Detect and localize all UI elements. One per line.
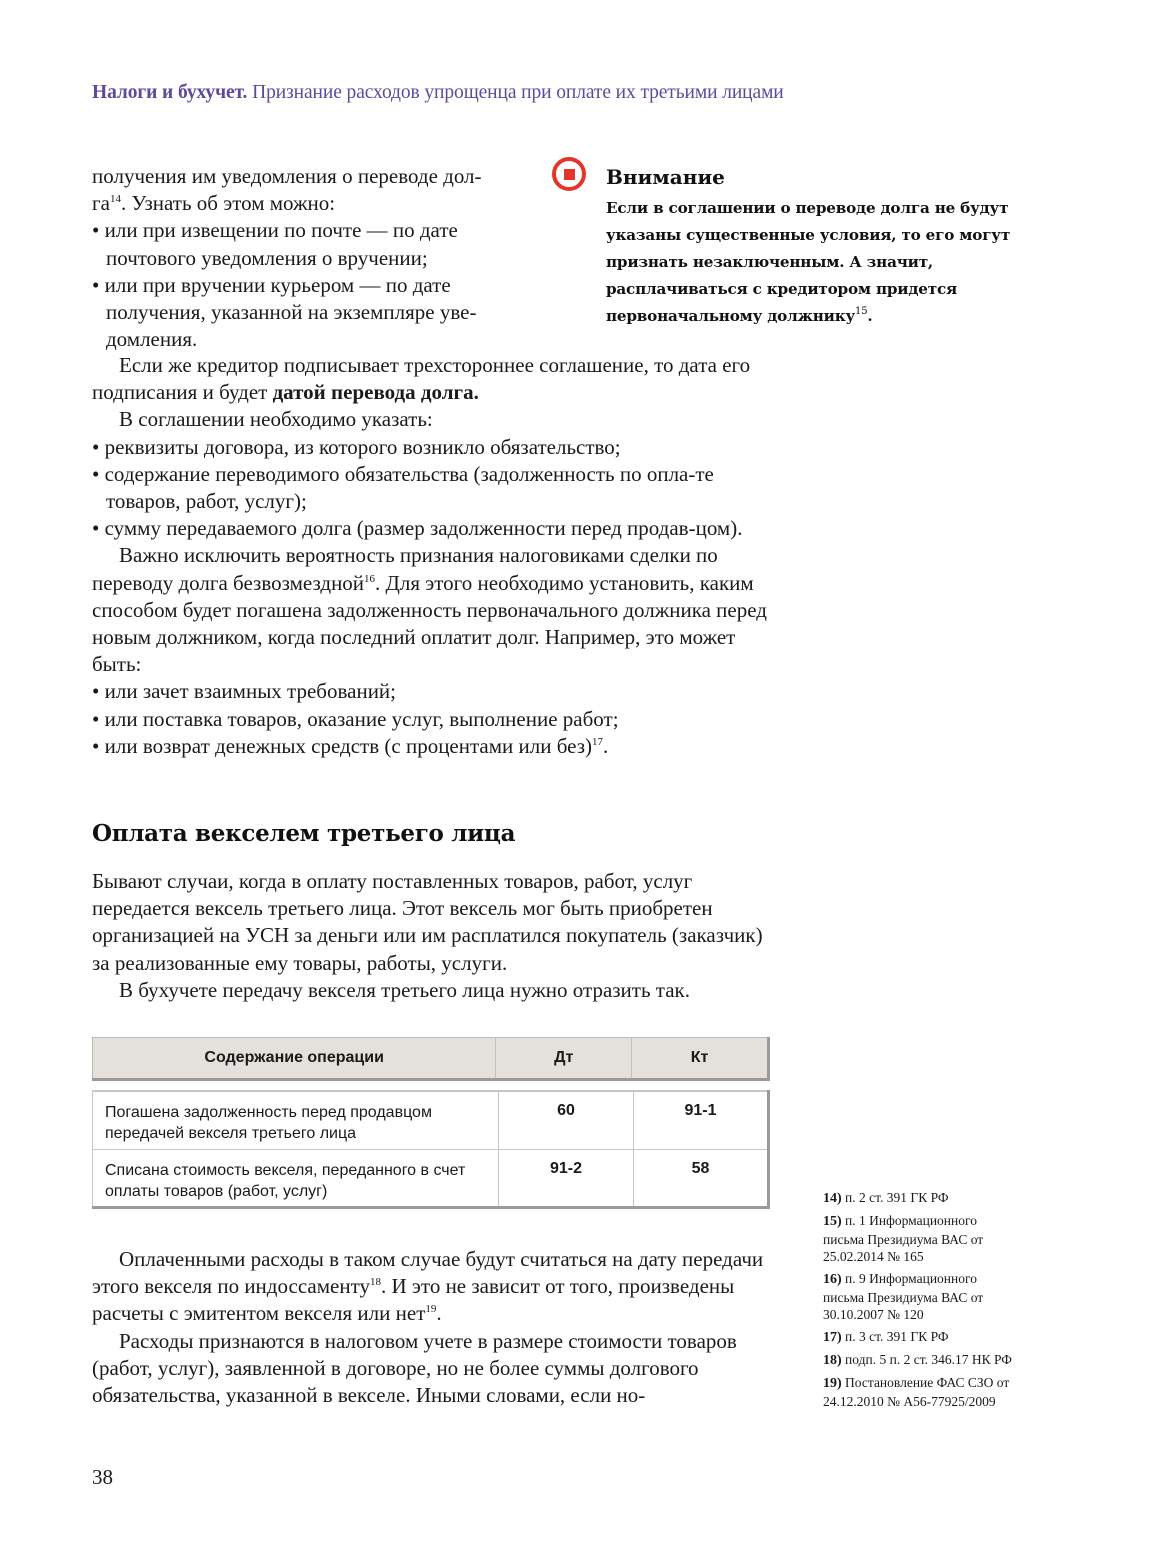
footnote-text: Постановление ФАС СЗО от 24.12.2010 № А56-77925/2009 bbox=[823, 1375, 1010, 1409]
text: . bbox=[603, 733, 609, 758]
list-item bbox=[92, 733, 770, 760]
debit-cell: 60 bbox=[499, 1091, 634, 1149]
footnote-text: подп. 5 п. 2 ст. 346.17 НК РФ bbox=[845, 1352, 1012, 1367]
text: Важно исключить вероятность признания налоговиками сделки по переводу долга безвозмездной bbox=[92, 543, 718, 595]
table-header bbox=[92, 1037, 770, 1081]
footnote-ref[interactable]: 17 bbox=[592, 735, 603, 748]
footnote-text: п. 1 Информационного письма Президиума ВАС от 25.02.2014 № 165 bbox=[823, 1213, 984, 1264]
paragraph bbox=[92, 163, 517, 217]
page-number: 38 bbox=[92, 1465, 113, 1489]
table-row bbox=[93, 1091, 769, 1149]
footnote bbox=[823, 1328, 1063, 1347]
footnote-text: п. 3 ст. 391 ГК РФ bbox=[845, 1329, 949, 1344]
paragraph: В соглашении необходимо указать: bbox=[119, 407, 433, 432]
running-head-section: Налоги и бухучет. bbox=[92, 82, 248, 103]
paragraph bbox=[92, 1246, 770, 1328]
footnote-number: 16) bbox=[823, 1272, 842, 1287]
text: . Узнать об этом можно: bbox=[120, 191, 336, 216]
body-text-3 bbox=[92, 1246, 770, 1409]
body-text-2 bbox=[92, 868, 770, 1004]
text: Если в соглашении о переводе долга не будут указаны существенные условия, то его могут признать незаключенным. А значит, расплачиваться с кредитором придется первоначальному должнику bbox=[606, 199, 1011, 325]
attention-text bbox=[606, 195, 1046, 330]
footnote-ref[interactable]: 14 bbox=[109, 193, 121, 206]
list-item: • или зачет взаимных требований; bbox=[92, 678, 770, 705]
footnote bbox=[823, 1212, 1013, 1266]
footnotes bbox=[823, 1189, 1063, 1415]
text: . bbox=[867, 307, 873, 325]
text: получения им уведомления о переводе дол- bbox=[92, 164, 482, 188]
text: . Для этого необходимо установить, каким способом будет погашена задолженность первоначального должника перед новым должником, когда последний оплатит долг. Например, это может быть: bbox=[92, 570, 767, 677]
attention-title: Внимание bbox=[606, 165, 725, 189]
intro-text bbox=[92, 163, 517, 353]
footnote bbox=[823, 1374, 1048, 1410]
stop-icon bbox=[552, 157, 586, 191]
body-text-1 bbox=[92, 352, 770, 760]
list-item: • содержание переводимого обязательства (задолженность по опла-те товаров, работ, услуг); bbox=[92, 461, 770, 515]
footnote-number: 17) bbox=[823, 1330, 842, 1345]
paragraph: Расходы признаются в налоговом учете в размере стоимости товаров (работ, услуг), заявленной в договоре, но не более суммы долгового обязательства, указанной в векселе. Иными словами, если но- bbox=[92, 1328, 737, 1408]
footnote-ref[interactable]: 19 bbox=[425, 1303, 437, 1316]
accounting-table bbox=[92, 1090, 770, 1209]
footnote-number: 14) bbox=[823, 1191, 842, 1206]
list-item: • или при извещении по почте — по дате почтового уведомления о вручении; bbox=[92, 217, 517, 271]
operation-cell: Списана стоимость векселя, переданного в счет оплаты товаров (работ, услуг) bbox=[93, 1149, 499, 1207]
footnote bbox=[823, 1351, 1063, 1370]
text: или возврат денежных средств (с процентами или без) bbox=[104, 733, 592, 758]
paragraph: Бывают случаи, когда в оплату поставленных товаров, работ, услуг передается вексель третьего лица. Этот вексель мог быть приобретен организацией на УСН за деньги или им расплатился покупатель (заказчик) за реализованные ему товары, работы, услуги. bbox=[92, 869, 763, 975]
text: Оплаченными расходы в таком случае будут считаться на дату передачи этого векселя по индоссаменту bbox=[92, 1247, 764, 1299]
footnote-text: п. 2 ст. 391 ГК РФ bbox=[845, 1190, 949, 1205]
table-row bbox=[93, 1149, 769, 1207]
footnote bbox=[823, 1189, 1063, 1208]
list-item: • или при вручении курьером — по дате получения, указанной на экземпляре уве-домления. bbox=[92, 272, 517, 354]
column-header: Кт bbox=[632, 1038, 769, 1080]
footnote-text: п. 9 Информационного письма Президиума ВАС от 30.10.2007 № 120 bbox=[823, 1271, 984, 1322]
credit-cell: 91-1 bbox=[634, 1091, 769, 1149]
footnote bbox=[823, 1270, 1013, 1324]
paragraph: В бухучете передачу векселя третьего лица нужно отразить так. bbox=[119, 977, 691, 1002]
footnote-ref[interactable]: 18 bbox=[369, 1276, 381, 1289]
list-item: • реквизиты договора, из которого возникло обязательство; bbox=[92, 434, 770, 461]
paragraph bbox=[92, 352, 770, 406]
column-header: Дт bbox=[496, 1038, 632, 1080]
text: Если же кредитор подписывает трехстороннее соглашение, то дата его подписания и будет bbox=[92, 353, 751, 405]
operation-cell: Погашена задолженность перед продавцом передачей векселя третьего лица bbox=[93, 1091, 499, 1149]
text: га bbox=[92, 191, 110, 216]
section-heading: Оплата векселем третьего лица bbox=[92, 820, 516, 847]
list-item: • сумму передаваемого долга (размер задолженности перед продав-цом). bbox=[92, 515, 770, 542]
footnote-number: 18) bbox=[823, 1353, 842, 1368]
footnote-number: 15) bbox=[823, 1214, 842, 1229]
footnote-number: 19) bbox=[823, 1376, 842, 1391]
emphasis: датой перевода долга. bbox=[272, 380, 479, 405]
column-header: Содержание операции bbox=[93, 1038, 496, 1080]
running-head-title: Признание расходов упрощенца при оплате их третьими лицами bbox=[252, 82, 784, 103]
credit-cell: 58 bbox=[634, 1149, 769, 1207]
list-item: • или поставка товаров, оказание услуг, выполнение работ; bbox=[92, 706, 770, 733]
running-head bbox=[92, 82, 784, 104]
paragraph bbox=[92, 542, 770, 678]
footnote-ref[interactable]: 16 bbox=[364, 572, 376, 585]
debit-cell: 91-2 bbox=[499, 1149, 634, 1207]
footnote-ref[interactable]: 15 bbox=[855, 306, 868, 317]
text: . bbox=[436, 1301, 442, 1326]
text: . И это не зависит от того, произведены расчеты с эмитентом векселя или нет bbox=[92, 1274, 735, 1326]
